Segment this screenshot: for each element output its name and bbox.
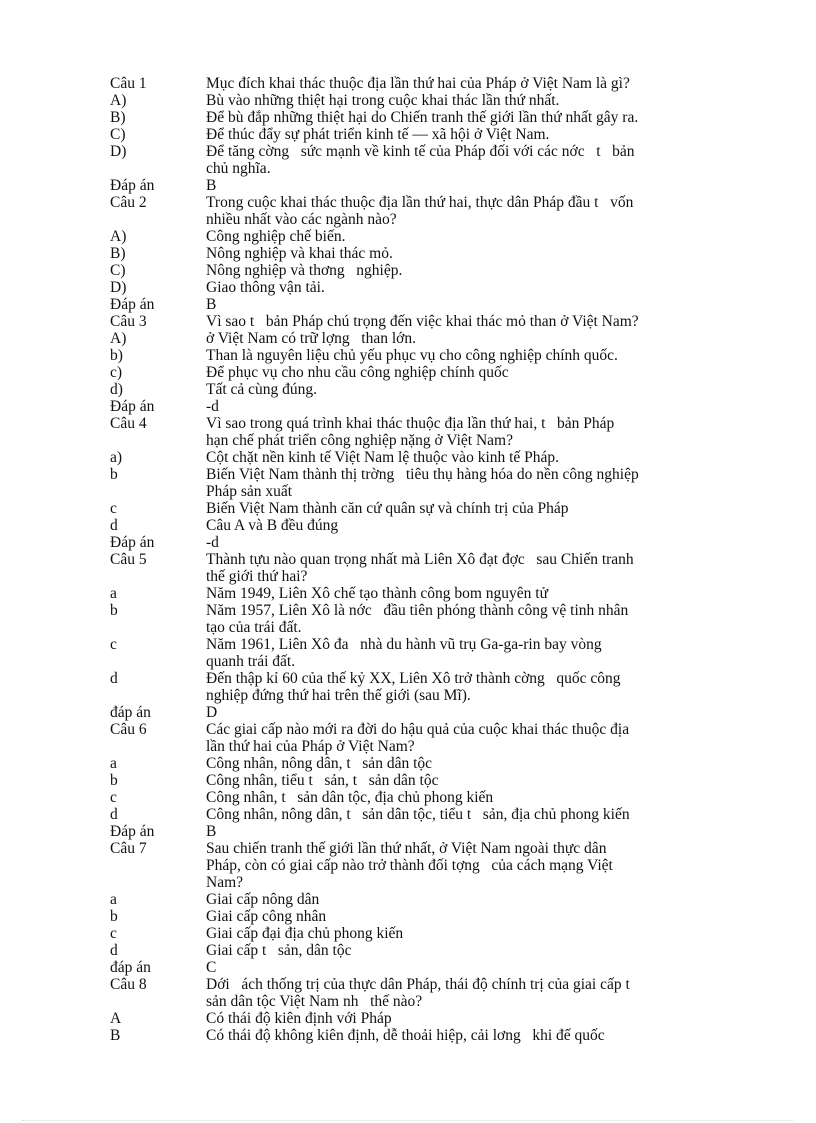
row-q2 xyxy=(110,194,750,228)
row-label: Câu 3 xyxy=(110,313,147,330)
row-q6-a xyxy=(110,755,750,772)
row-label: A) xyxy=(110,330,127,347)
row-text: Mục đích khai thác thuộc địa lần thứ hai của Pháp ở Việt Nam là gì? xyxy=(206,75,630,92)
row-text: Công nghiệp chế biến. xyxy=(206,228,346,245)
row-q1 xyxy=(110,75,750,92)
row-text: Để bù đắp những thiệt hại do Chiến tranh thế giới lần thứ nhất gây ra. xyxy=(206,109,639,126)
row-q4-d xyxy=(110,517,750,534)
row-text: D xyxy=(206,704,218,721)
row-label: Câu 1 xyxy=(110,75,147,92)
row-label: a xyxy=(110,585,117,602)
row-q7-a xyxy=(110,891,750,908)
row-text: Biến Việt Nam thành căn cứ quân sự và chính trị của Pháp xyxy=(206,500,569,517)
row-q6-d xyxy=(110,806,750,823)
row-text: Có thái độ kiên định với Pháp xyxy=(206,1010,392,1027)
row-label: đáp án xyxy=(110,959,151,976)
row-q2-c xyxy=(110,262,750,279)
row-text: Tất cả cùng đúng. xyxy=(206,381,318,398)
row-label: d xyxy=(110,670,118,687)
row-text: Bù vào những thiệt hại trong cuộc khai thác lần thứ nhất. xyxy=(206,92,560,109)
row-text: Dới ách thống trị của thực dân Pháp, thái độ chính trị của giai cấp t sản dân tộc Việt Nam nh thế nào? xyxy=(206,976,630,1010)
row-q7 xyxy=(110,840,750,891)
row-label: a xyxy=(110,755,117,772)
row-q5 xyxy=(110,551,750,585)
row-text: Than là nguyên liệu chủ yếu phục vụ cho công nghiệp chính quốc. xyxy=(206,347,618,364)
row-text: Câu A và B đều đúng xyxy=(206,517,339,534)
row-q4 xyxy=(110,415,750,449)
row-label: c xyxy=(110,636,117,653)
row-text: Vì sao trong quá trình khai thác thuộc địa lần thứ hai, t bản Pháp hạn chế phát triển công nghiệp nặng ở Việt Nam? xyxy=(206,415,615,449)
row-q5-c xyxy=(110,636,750,670)
row-q1-a xyxy=(110,92,750,109)
row-text: ở Việt Nam có trữ lợng than lớn. xyxy=(206,330,416,347)
row-q1-answer xyxy=(110,177,750,194)
row-text: Nông nghiệp và thơng nghiệp. xyxy=(206,262,403,279)
row-text: Có thái độ không kiên định, dễ thoải hiệp, cải lơng khi đế quốc xyxy=(206,1027,605,1044)
row-q5-b xyxy=(110,602,750,636)
row-label: Đáp án xyxy=(110,177,155,194)
row-text: Cột chặt nền kinh tế Việt Nam lệ thuộc vào kinh tế Pháp. xyxy=(206,449,560,466)
row-label: B xyxy=(110,1027,121,1044)
row-text: Vì sao t bản Pháp chú trọng đến việc khai thác mỏ than ở Việt Nam? xyxy=(206,313,639,330)
row-label: c xyxy=(110,925,117,942)
row-label: Câu 7 xyxy=(110,840,147,857)
row-label: Câu 4 xyxy=(110,415,147,432)
row-text: Đến thập kỉ 60 của thế kỷ XX, Liên Xô trở thành cờng quốc công nghiệp đứng thứ hai trên thế giới (sau Mĩ). xyxy=(206,670,621,704)
row-label: D) xyxy=(110,143,127,160)
row-text: B xyxy=(206,823,217,840)
row-text: Công nhân, nông dân, t sản dân tộc, tiểu t sản, địa chủ phong kiến xyxy=(206,806,630,823)
question-answer-list xyxy=(110,75,750,1044)
row-label: b) xyxy=(110,347,123,364)
row-text: B xyxy=(206,296,217,313)
row-q2-b xyxy=(110,245,750,262)
row-label: d xyxy=(110,806,118,823)
row-q2-a xyxy=(110,228,750,245)
row-q2-d xyxy=(110,279,750,296)
row-text: Giai cấp nông dân xyxy=(206,891,320,908)
row-label: C) xyxy=(110,126,126,143)
row-label: Đáp án xyxy=(110,398,155,415)
row-q2-answer xyxy=(110,296,750,313)
row-text: Năm 1957, Liên Xô là nớc đầu tiên phóng thành công vệ tinh nhân tạo của trái đất. xyxy=(206,602,629,636)
row-text: Công nhân, t sản dân tộc, địa chủ phong kiến xyxy=(206,789,494,806)
row-label: b xyxy=(110,908,118,925)
row-q3-b xyxy=(110,347,750,364)
row-label: Đáp án xyxy=(110,823,155,840)
row-text: Để phục vụ cho nhu cầu công nghiệp chính quốc xyxy=(206,364,509,381)
row-q4-c xyxy=(110,500,750,517)
row-q5-a xyxy=(110,585,750,602)
row-q6 xyxy=(110,721,750,755)
row-q8-b xyxy=(110,1027,750,1044)
row-text: Để thúc đẩy sự phát triển kinh tế — xã hội ở Việt Nam. xyxy=(206,126,550,143)
row-q7-d xyxy=(110,942,750,959)
page-bottom-divider xyxy=(22,1120,794,1121)
row-q3-answer xyxy=(110,398,750,415)
row-label: b xyxy=(110,772,118,789)
row-label: Câu 8 xyxy=(110,976,147,993)
row-q5-answer xyxy=(110,704,750,721)
row-text: Thành tựu nào quan trọng nhất mà Liên Xô đạt đợc sau Chiến tranh thế giới thứ hai? xyxy=(206,551,634,585)
row-text: Để tăng cờng sức mạnh về kinh tế của Pháp đối với các nớc t bản chủ nghĩa. xyxy=(206,143,635,177)
row-q1-b xyxy=(110,109,750,126)
row-q1-c xyxy=(110,126,750,143)
row-label: đáp án xyxy=(110,704,151,721)
row-label: Đáp án xyxy=(110,534,155,551)
row-q3-d xyxy=(110,381,750,398)
row-q4-b xyxy=(110,466,750,500)
row-label: c xyxy=(110,500,117,517)
row-text: B xyxy=(206,177,217,194)
row-text: Nông nghiệp và khai thác mỏ. xyxy=(206,245,393,262)
row-label: B) xyxy=(110,109,126,126)
row-label: c xyxy=(110,789,117,806)
row-label: b xyxy=(110,602,118,619)
row-text: Sau chiến tranh thế giới lần thứ nhất, ở Việt Nam ngoài thực dân Pháp, còn có giai cấp nào trở thành đối tợng của cách mạng Việt Nam? xyxy=(206,840,613,891)
row-label: d xyxy=(110,517,118,534)
row-label: a xyxy=(110,891,117,908)
row-text: Giai cấp t sản, dân tộc xyxy=(206,942,352,959)
row-label: a) xyxy=(110,449,123,466)
row-q4-answer xyxy=(110,534,750,551)
row-q3 xyxy=(110,313,750,330)
row-q7-b xyxy=(110,908,750,925)
row-label: Câu 6 xyxy=(110,721,147,738)
row-q7-c xyxy=(110,925,750,942)
row-q8 xyxy=(110,976,750,1010)
row-text: Năm 1961, Liên Xô đa nhà du hành vũ trụ Ga-ga-rin bay vòng quanh trái đất. xyxy=(206,636,602,670)
row-text: Trong cuộc khai thác thuộc địa lần thứ hai, thực dân Pháp đầu t vốn nhiều nhất vào các ngành nào? xyxy=(206,194,634,228)
row-text: Công nhân, tiểu t sản, t sản dân tộc xyxy=(206,772,439,789)
row-text: Các giai cấp nào mới ra đời do hậu quả của cuộc khai thác thuộc địa lần thứ hai của Pháp ở Việt Nam? xyxy=(206,721,630,755)
row-q4-a xyxy=(110,449,750,466)
row-label: A) xyxy=(110,92,127,109)
row-text: Giai cấp đại địa chủ phong kiến xyxy=(206,925,404,942)
row-label: B) xyxy=(110,245,126,262)
row-text: Công nhân, nông dân, t sản dân tộc xyxy=(206,755,433,772)
row-q7-answer xyxy=(110,959,750,976)
row-text: Năm 1949, Liên Xô chế tạo thành công bom nguyên tử xyxy=(206,585,549,602)
row-q6-b xyxy=(110,772,750,789)
row-q1-d xyxy=(110,143,750,177)
row-q6-answer xyxy=(110,823,750,840)
row-label: d xyxy=(110,942,118,959)
row-label: b xyxy=(110,466,118,483)
row-label: Đáp án xyxy=(110,296,155,313)
row-label: C) xyxy=(110,262,126,279)
row-text: Giai cấp công nhân xyxy=(206,908,327,925)
row-label: d) xyxy=(110,381,123,398)
row-q3-a xyxy=(110,330,750,347)
row-text: Biến Việt Nam thành thị trờng tiêu thụ hàng hóa do nền công nghiệp Pháp sản xuất xyxy=(206,466,639,500)
row-q6-c xyxy=(110,789,750,806)
row-q3-c xyxy=(110,364,750,381)
row-text: -d xyxy=(206,398,219,415)
row-q5-d xyxy=(110,670,750,704)
row-label: c) xyxy=(110,364,123,381)
row-text: C xyxy=(206,959,217,976)
row-label: A xyxy=(110,1010,122,1027)
row-label: Câu 2 xyxy=(110,194,147,211)
row-text: Giao thông vận tải. xyxy=(206,279,325,296)
row-label: D) xyxy=(110,279,127,296)
row-label: A) xyxy=(110,228,127,245)
row-text: -d xyxy=(206,534,219,551)
row-q8-a xyxy=(110,1010,750,1027)
row-label: Câu 5 xyxy=(110,551,147,568)
